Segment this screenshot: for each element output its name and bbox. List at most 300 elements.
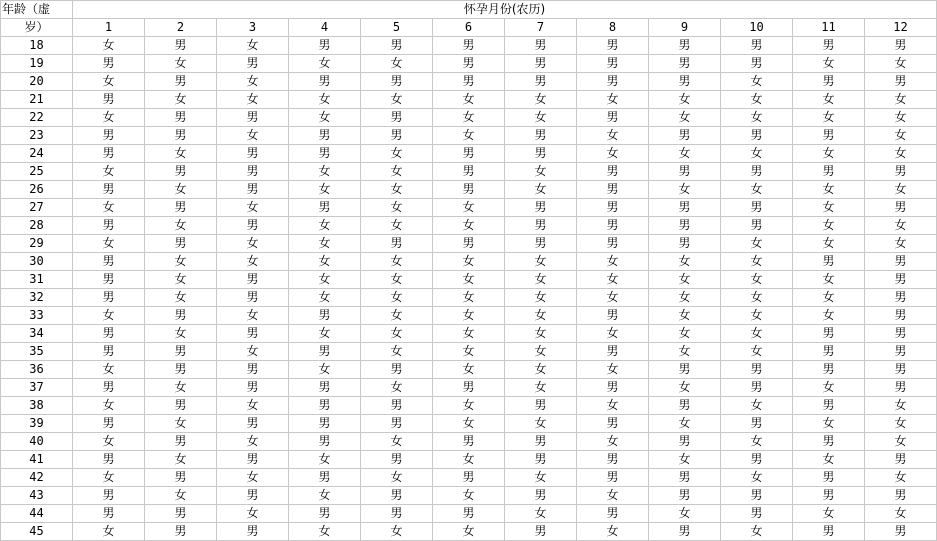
gender-cell[interactable]: 女 bbox=[505, 253, 577, 271]
gender-cell[interactable]: 男 bbox=[505, 487, 577, 505]
gender-cell[interactable]: 女 bbox=[289, 361, 361, 379]
gender-cell[interactable]: 男 bbox=[145, 307, 217, 325]
gender-cell[interactable]: 男 bbox=[865, 379, 937, 397]
gender-cell[interactable]: 女 bbox=[793, 55, 865, 73]
gender-cell[interactable]: 女 bbox=[721, 235, 793, 253]
gender-cell[interactable]: 男 bbox=[793, 487, 865, 505]
gender-cell[interactable]: 男 bbox=[721, 37, 793, 55]
gender-cell[interactable]: 男 bbox=[721, 163, 793, 181]
gender-cell[interactable]: 女 bbox=[145, 379, 217, 397]
gender-cell[interactable]: 女 bbox=[361, 163, 433, 181]
gender-cell[interactable]: 男 bbox=[505, 199, 577, 217]
gender-cell[interactable]: 男 bbox=[505, 235, 577, 253]
gender-cell[interactable]: 女 bbox=[721, 397, 793, 415]
gender-cell[interactable]: 女 bbox=[865, 235, 937, 253]
gender-cell[interactable]: 男 bbox=[577, 307, 649, 325]
gender-cell[interactable]: 女 bbox=[289, 91, 361, 109]
gender-cell[interactable]: 女 bbox=[721, 469, 793, 487]
gender-cell[interactable]: 女 bbox=[289, 163, 361, 181]
gender-cell[interactable]: 男 bbox=[217, 379, 289, 397]
gender-cell[interactable]: 女 bbox=[217, 469, 289, 487]
gender-cell[interactable]: 男 bbox=[433, 469, 505, 487]
gender-cell[interactable]: 男 bbox=[73, 145, 145, 163]
gender-cell[interactable]: 男 bbox=[649, 487, 721, 505]
gender-cell[interactable]: 男 bbox=[289, 397, 361, 415]
gender-cell[interactable]: 女 bbox=[649, 271, 721, 289]
gender-cell[interactable]: 男 bbox=[217, 271, 289, 289]
gender-cell[interactable]: 女 bbox=[73, 109, 145, 127]
month-header-cell[interactable]: 4 bbox=[289, 19, 361, 37]
gender-cell[interactable]: 男 bbox=[577, 217, 649, 235]
gender-cell[interactable]: 男 bbox=[361, 235, 433, 253]
age-cell[interactable]: 18 bbox=[1, 37, 73, 55]
gender-cell[interactable]: 男 bbox=[793, 361, 865, 379]
gender-cell[interactable]: 女 bbox=[793, 235, 865, 253]
gender-cell[interactable]: 男 bbox=[505, 397, 577, 415]
gender-cell[interactable]: 女 bbox=[577, 361, 649, 379]
gender-cell[interactable]: 女 bbox=[577, 433, 649, 451]
gender-cell[interactable]: 男 bbox=[217, 145, 289, 163]
gender-cell[interactable]: 男 bbox=[433, 433, 505, 451]
gender-cell[interactable]: 男 bbox=[649, 37, 721, 55]
gender-cell[interactable]: 男 bbox=[649, 469, 721, 487]
gender-cell[interactable]: 男 bbox=[73, 91, 145, 109]
gender-cell[interactable]: 男 bbox=[865, 37, 937, 55]
gender-cell[interactable]: 女 bbox=[361, 145, 433, 163]
gender-cell[interactable]: 女 bbox=[73, 361, 145, 379]
gender-cell[interactable]: 女 bbox=[145, 289, 217, 307]
gender-cell[interactable]: 男 bbox=[145, 235, 217, 253]
gender-cell[interactable]: 男 bbox=[289, 433, 361, 451]
gender-cell[interactable]: 男 bbox=[577, 181, 649, 199]
gender-cell[interactable]: 男 bbox=[721, 505, 793, 523]
gender-cell[interactable]: 女 bbox=[217, 433, 289, 451]
gender-cell[interactable]: 女 bbox=[289, 253, 361, 271]
gender-cell[interactable]: 男 bbox=[217, 55, 289, 73]
age-cell[interactable]: 30 bbox=[1, 253, 73, 271]
gender-cell[interactable]: 女 bbox=[865, 505, 937, 523]
gender-cell[interactable]: 男 bbox=[73, 451, 145, 469]
age-cell[interactable]: 44 bbox=[1, 505, 73, 523]
gender-cell[interactable]: 男 bbox=[361, 109, 433, 127]
age-cell[interactable]: 35 bbox=[1, 343, 73, 361]
gender-cell[interactable]: 女 bbox=[721, 181, 793, 199]
gender-cell[interactable]: 男 bbox=[865, 361, 937, 379]
gender-cell[interactable]: 男 bbox=[433, 73, 505, 91]
gender-cell[interactable]: 男 bbox=[361, 37, 433, 55]
gender-cell[interactable]: 女 bbox=[217, 253, 289, 271]
gender-cell[interactable]: 男 bbox=[145, 469, 217, 487]
gender-cell[interactable]: 男 bbox=[289, 415, 361, 433]
gender-cell[interactable]: 男 bbox=[649, 235, 721, 253]
gender-cell[interactable]: 女 bbox=[145, 271, 217, 289]
gender-cell[interactable]: 女 bbox=[793, 451, 865, 469]
gender-cell[interactable]: 女 bbox=[577, 145, 649, 163]
gender-cell[interactable]: 男 bbox=[73, 217, 145, 235]
gender-cell[interactable]: 女 bbox=[505, 415, 577, 433]
month-header-cell[interactable]: 9 bbox=[649, 19, 721, 37]
gender-cell[interactable]: 男 bbox=[577, 109, 649, 127]
gender-cell[interactable]: 男 bbox=[289, 73, 361, 91]
gender-cell[interactable]: 女 bbox=[505, 343, 577, 361]
gender-cell[interactable]: 女 bbox=[721, 73, 793, 91]
gender-cell[interactable]: 男 bbox=[361, 127, 433, 145]
gender-cell[interactable]: 女 bbox=[793, 181, 865, 199]
gender-cell[interactable]: 女 bbox=[361, 307, 433, 325]
gender-cell[interactable]: 女 bbox=[361, 289, 433, 307]
gender-cell[interactable]: 女 bbox=[577, 397, 649, 415]
gender-cell[interactable]: 男 bbox=[721, 127, 793, 145]
gender-cell[interactable]: 女 bbox=[865, 217, 937, 235]
gender-cell[interactable]: 男 bbox=[577, 415, 649, 433]
gender-cell[interactable]: 男 bbox=[505, 127, 577, 145]
gender-cell[interactable]: 女 bbox=[793, 415, 865, 433]
gender-cell[interactable]: 女 bbox=[577, 91, 649, 109]
gender-cell[interactable]: 女 bbox=[649, 451, 721, 469]
gender-cell[interactable]: 男 bbox=[361, 73, 433, 91]
gender-cell[interactable]: 男 bbox=[145, 73, 217, 91]
gender-cell[interactable]: 女 bbox=[289, 181, 361, 199]
gender-cell[interactable]: 女 bbox=[145, 145, 217, 163]
month-header-cell[interactable]: 12 bbox=[865, 19, 937, 37]
gender-cell[interactable]: 女 bbox=[433, 109, 505, 127]
gender-cell[interactable]: 女 bbox=[217, 397, 289, 415]
gender-cell[interactable]: 男 bbox=[793, 325, 865, 343]
age-cell[interactable]: 41 bbox=[1, 451, 73, 469]
age-cell[interactable]: 21 bbox=[1, 91, 73, 109]
gender-cell[interactable]: 男 bbox=[505, 217, 577, 235]
gender-cell[interactable]: 女 bbox=[217, 343, 289, 361]
month-header-cell[interactable]: 5 bbox=[361, 19, 433, 37]
gender-cell[interactable]: 男 bbox=[73, 253, 145, 271]
gender-cell[interactable]: 男 bbox=[577, 379, 649, 397]
gender-cell[interactable]: 女 bbox=[73, 307, 145, 325]
gender-cell[interactable]: 女 bbox=[577, 127, 649, 145]
gender-cell[interactable]: 女 bbox=[865, 433, 937, 451]
gender-cell[interactable]: 男 bbox=[73, 55, 145, 73]
gender-cell[interactable]: 男 bbox=[721, 487, 793, 505]
gender-cell[interactable]: 女 bbox=[793, 217, 865, 235]
gender-cell[interactable]: 男 bbox=[865, 289, 937, 307]
gender-cell[interactable]: 女 bbox=[721, 307, 793, 325]
gender-cell[interactable]: 女 bbox=[217, 235, 289, 253]
gender-cell[interactable]: 男 bbox=[145, 163, 217, 181]
gender-cell[interactable]: 男 bbox=[217, 487, 289, 505]
gender-cell[interactable]: 女 bbox=[433, 415, 505, 433]
gender-cell[interactable]: 男 bbox=[577, 505, 649, 523]
gender-cell[interactable]: 男 bbox=[793, 253, 865, 271]
gender-cell[interactable]: 女 bbox=[721, 289, 793, 307]
gender-cell[interactable]: 女 bbox=[289, 235, 361, 253]
gender-cell[interactable]: 女 bbox=[73, 433, 145, 451]
gender-cell[interactable]: 男 bbox=[505, 433, 577, 451]
gender-cell[interactable]: 男 bbox=[649, 55, 721, 73]
gender-cell[interactable]: 男 bbox=[505, 73, 577, 91]
gender-cell[interactable]: 女 bbox=[649, 325, 721, 343]
age-cell[interactable]: 36 bbox=[1, 361, 73, 379]
gender-cell[interactable]: 男 bbox=[361, 397, 433, 415]
gender-cell[interactable]: 男 bbox=[73, 289, 145, 307]
gender-cell[interactable]: 女 bbox=[649, 505, 721, 523]
gender-cell[interactable]: 女 bbox=[361, 325, 433, 343]
gender-cell[interactable]: 女 bbox=[217, 127, 289, 145]
age-cell[interactable]: 45 bbox=[1, 523, 73, 541]
gender-cell[interactable]: 女 bbox=[145, 415, 217, 433]
gender-cell[interactable]: 女 bbox=[361, 379, 433, 397]
gender-cell[interactable]: 男 bbox=[649, 163, 721, 181]
gender-cell[interactable]: 男 bbox=[433, 505, 505, 523]
age-cell[interactable]: 39 bbox=[1, 415, 73, 433]
gender-cell[interactable]: 女 bbox=[865, 55, 937, 73]
gender-cell[interactable]: 男 bbox=[793, 37, 865, 55]
age-cell[interactable]: 24 bbox=[1, 145, 73, 163]
month-header-cell[interactable]: 11 bbox=[793, 19, 865, 37]
gender-cell[interactable]: 女 bbox=[505, 469, 577, 487]
gender-cell[interactable]: 男 bbox=[505, 451, 577, 469]
age-cell[interactable]: 40 bbox=[1, 433, 73, 451]
gender-cell[interactable]: 女 bbox=[577, 523, 649, 541]
gender-cell[interactable]: 男 bbox=[361, 505, 433, 523]
gender-cell[interactable]: 男 bbox=[865, 487, 937, 505]
gender-cell[interactable]: 男 bbox=[145, 343, 217, 361]
age-cell[interactable]: 28 bbox=[1, 217, 73, 235]
gender-cell[interactable]: 女 bbox=[793, 505, 865, 523]
gender-cell[interactable]: 女 bbox=[145, 253, 217, 271]
gender-cell[interactable]: 男 bbox=[145, 433, 217, 451]
gender-cell[interactable]: 女 bbox=[217, 505, 289, 523]
gender-cell[interactable]: 女 bbox=[865, 181, 937, 199]
gender-cell[interactable]: 男 bbox=[577, 199, 649, 217]
gender-cell[interactable]: 男 bbox=[433, 37, 505, 55]
gender-cell[interactable]: 女 bbox=[649, 307, 721, 325]
gender-cell[interactable]: 男 bbox=[289, 37, 361, 55]
gender-cell[interactable]: 女 bbox=[289, 109, 361, 127]
gender-cell[interactable]: 女 bbox=[505, 109, 577, 127]
month-header-cell[interactable]: 6 bbox=[433, 19, 505, 37]
gender-cell[interactable]: 女 bbox=[73, 163, 145, 181]
gender-cell[interactable]: 女 bbox=[433, 91, 505, 109]
gender-cell[interactable]: 男 bbox=[73, 127, 145, 145]
gender-cell[interactable]: 男 bbox=[649, 397, 721, 415]
gender-cell[interactable]: 男 bbox=[73, 271, 145, 289]
gender-cell[interactable]: 男 bbox=[433, 163, 505, 181]
gender-cell[interactable]: 女 bbox=[721, 145, 793, 163]
gender-cell[interactable]: 男 bbox=[865, 451, 937, 469]
gender-cell[interactable]: 男 bbox=[793, 127, 865, 145]
gender-cell[interactable]: 女 bbox=[433, 487, 505, 505]
gender-cell[interactable]: 男 bbox=[361, 415, 433, 433]
gender-cell[interactable]: 女 bbox=[649, 91, 721, 109]
gender-cell[interactable]: 女 bbox=[649, 253, 721, 271]
gender-cell[interactable]: 女 bbox=[361, 433, 433, 451]
gender-cell[interactable]: 男 bbox=[289, 469, 361, 487]
age-cell[interactable]: 27 bbox=[1, 199, 73, 217]
gender-cell[interactable]: 女 bbox=[721, 253, 793, 271]
gender-cell[interactable]: 女 bbox=[649, 415, 721, 433]
gender-cell[interactable]: 女 bbox=[361, 271, 433, 289]
gender-cell[interactable]: 男 bbox=[217, 361, 289, 379]
gender-cell[interactable]: 男 bbox=[361, 361, 433, 379]
month-title-cell[interactable]: 怀孕月份(农历) bbox=[73, 1, 937, 19]
gender-cell[interactable]: 男 bbox=[505, 523, 577, 541]
gender-cell[interactable]: 女 bbox=[289, 487, 361, 505]
gender-cell[interactable]: 男 bbox=[433, 181, 505, 199]
gender-cell[interactable]: 女 bbox=[361, 253, 433, 271]
gender-cell[interactable]: 男 bbox=[793, 343, 865, 361]
gender-cell[interactable]: 男 bbox=[433, 55, 505, 73]
gender-cell[interactable]: 女 bbox=[505, 91, 577, 109]
gender-cell[interactable]: 女 bbox=[649, 145, 721, 163]
gender-cell[interactable]: 男 bbox=[433, 235, 505, 253]
age-header-cell[interactable]: 年龄（虚 bbox=[1, 1, 73, 19]
gender-cell[interactable]: 女 bbox=[361, 181, 433, 199]
gender-cell[interactable]: 男 bbox=[721, 451, 793, 469]
gender-cell[interactable]: 男 bbox=[649, 73, 721, 91]
gender-cell[interactable]: 男 bbox=[577, 163, 649, 181]
age-cell[interactable]: 31 bbox=[1, 271, 73, 289]
gender-cell[interactable]: 女 bbox=[145, 487, 217, 505]
age-header-cell-line2[interactable]: 岁） bbox=[1, 19, 73, 37]
gender-cell[interactable]: 男 bbox=[649, 127, 721, 145]
gender-cell[interactable]: 女 bbox=[73, 37, 145, 55]
gender-cell[interactable]: 女 bbox=[289, 55, 361, 73]
gender-cell[interactable]: 男 bbox=[73, 415, 145, 433]
gender-cell[interactable]: 女 bbox=[433, 307, 505, 325]
month-header-cell[interactable]: 3 bbox=[217, 19, 289, 37]
gender-cell[interactable]: 女 bbox=[505, 361, 577, 379]
gender-cell[interactable]: 女 bbox=[505, 289, 577, 307]
gender-cell[interactable]: 女 bbox=[145, 217, 217, 235]
gender-cell[interactable]: 男 bbox=[145, 505, 217, 523]
gender-cell[interactable]: 男 bbox=[145, 523, 217, 541]
gender-cell[interactable]: 男 bbox=[793, 397, 865, 415]
gender-cell[interactable]: 男 bbox=[505, 37, 577, 55]
month-header-cell[interactable]: 2 bbox=[145, 19, 217, 37]
gender-cell[interactable]: 男 bbox=[217, 523, 289, 541]
gender-cell[interactable]: 男 bbox=[649, 361, 721, 379]
gender-cell[interactable]: 男 bbox=[865, 343, 937, 361]
gender-cell[interactable]: 女 bbox=[433, 217, 505, 235]
gender-cell[interactable]: 男 bbox=[289, 343, 361, 361]
gender-cell[interactable]: 女 bbox=[361, 199, 433, 217]
gender-cell[interactable]: 女 bbox=[649, 181, 721, 199]
gender-cell[interactable]: 男 bbox=[577, 235, 649, 253]
gender-cell[interactable]: 女 bbox=[721, 433, 793, 451]
gender-cell[interactable]: 女 bbox=[505, 181, 577, 199]
age-cell[interactable]: 22 bbox=[1, 109, 73, 127]
gender-cell[interactable]: 男 bbox=[865, 253, 937, 271]
gender-cell[interactable]: 女 bbox=[433, 253, 505, 271]
gender-cell[interactable]: 女 bbox=[289, 289, 361, 307]
gender-cell[interactable]: 女 bbox=[73, 199, 145, 217]
gender-cell[interactable]: 女 bbox=[289, 217, 361, 235]
gender-cell[interactable]: 男 bbox=[505, 145, 577, 163]
gender-cell[interactable]: 男 bbox=[793, 523, 865, 541]
gender-cell[interactable]: 女 bbox=[289, 325, 361, 343]
gender-cell[interactable]: 男 bbox=[649, 199, 721, 217]
gender-cell[interactable]: 男 bbox=[361, 487, 433, 505]
gender-cell[interactable]: 女 bbox=[649, 343, 721, 361]
age-cell[interactable]: 20 bbox=[1, 73, 73, 91]
gender-cell[interactable]: 男 bbox=[865, 271, 937, 289]
gender-cell[interactable]: 女 bbox=[361, 469, 433, 487]
gender-cell[interactable]: 男 bbox=[865, 307, 937, 325]
gender-cell[interactable]: 女 bbox=[505, 379, 577, 397]
age-cell[interactable]: 42 bbox=[1, 469, 73, 487]
gender-cell[interactable]: 男 bbox=[865, 163, 937, 181]
gender-cell[interactable]: 女 bbox=[865, 127, 937, 145]
age-cell[interactable]: 43 bbox=[1, 487, 73, 505]
gender-cell[interactable]: 女 bbox=[289, 271, 361, 289]
gender-cell[interactable]: 女 bbox=[217, 37, 289, 55]
gender-cell[interactable]: 女 bbox=[505, 325, 577, 343]
gender-cell[interactable]: 男 bbox=[217, 217, 289, 235]
gender-cell[interactable]: 男 bbox=[793, 469, 865, 487]
gender-cell[interactable]: 男 bbox=[145, 109, 217, 127]
gender-cell[interactable]: 男 bbox=[433, 145, 505, 163]
gender-cell[interactable]: 女 bbox=[865, 109, 937, 127]
gender-cell[interactable]: 男 bbox=[73, 325, 145, 343]
gender-cell[interactable]: 男 bbox=[289, 505, 361, 523]
gender-cell[interactable]: 女 bbox=[577, 289, 649, 307]
gender-cell[interactable]: 女 bbox=[217, 307, 289, 325]
gender-cell[interactable]: 男 bbox=[721, 415, 793, 433]
gender-cell[interactable]: 女 bbox=[577, 271, 649, 289]
gender-cell[interactable]: 女 bbox=[793, 289, 865, 307]
gender-cell[interactable]: 女 bbox=[865, 397, 937, 415]
gender-cell[interactable]: 女 bbox=[505, 271, 577, 289]
age-cell[interactable]: 25 bbox=[1, 163, 73, 181]
gender-cell[interactable]: 女 bbox=[505, 163, 577, 181]
gender-cell[interactable]: 女 bbox=[73, 235, 145, 253]
gender-cell[interactable]: 男 bbox=[73, 181, 145, 199]
gender-cell[interactable]: 女 bbox=[793, 145, 865, 163]
gender-cell[interactable]: 男 bbox=[865, 325, 937, 343]
gender-cell[interactable]: 女 bbox=[73, 397, 145, 415]
gender-cell[interactable]: 女 bbox=[145, 55, 217, 73]
age-cell[interactable]: 38 bbox=[1, 397, 73, 415]
gender-cell[interactable]: 男 bbox=[721, 199, 793, 217]
age-cell[interactable]: 23 bbox=[1, 127, 73, 145]
gender-cell[interactable]: 男 bbox=[577, 451, 649, 469]
gender-cell[interactable]: 女 bbox=[649, 289, 721, 307]
gender-cell[interactable]: 女 bbox=[289, 523, 361, 541]
gender-cell[interactable]: 女 bbox=[793, 379, 865, 397]
month-header-cell[interactable]: 10 bbox=[721, 19, 793, 37]
gender-cell[interactable]: 男 bbox=[217, 181, 289, 199]
month-header-cell[interactable]: 7 bbox=[505, 19, 577, 37]
gender-cell[interactable]: 男 bbox=[577, 55, 649, 73]
gender-cell[interactable]: 女 bbox=[793, 307, 865, 325]
gender-cell[interactable]: 女 bbox=[505, 307, 577, 325]
gender-cell[interactable]: 男 bbox=[649, 433, 721, 451]
gender-cell[interactable]: 女 bbox=[433, 451, 505, 469]
gender-cell[interactable]: 男 bbox=[721, 379, 793, 397]
gender-cell[interactable]: 男 bbox=[73, 487, 145, 505]
gender-cell[interactable]: 男 bbox=[577, 37, 649, 55]
gender-cell[interactable]: 女 bbox=[145, 181, 217, 199]
gender-cell[interactable]: 男 bbox=[361, 451, 433, 469]
gender-cell[interactable]: 女 bbox=[649, 379, 721, 397]
gender-cell[interactable]: 女 bbox=[721, 271, 793, 289]
gender-cell[interactable]: 男 bbox=[649, 523, 721, 541]
gender-cell[interactable]: 女 bbox=[73, 73, 145, 91]
gender-cell[interactable]: 女 bbox=[577, 253, 649, 271]
age-cell[interactable]: 34 bbox=[1, 325, 73, 343]
gender-cell[interactable]: 女 bbox=[793, 109, 865, 127]
age-cell[interactable]: 32 bbox=[1, 289, 73, 307]
gender-cell[interactable]: 男 bbox=[793, 73, 865, 91]
